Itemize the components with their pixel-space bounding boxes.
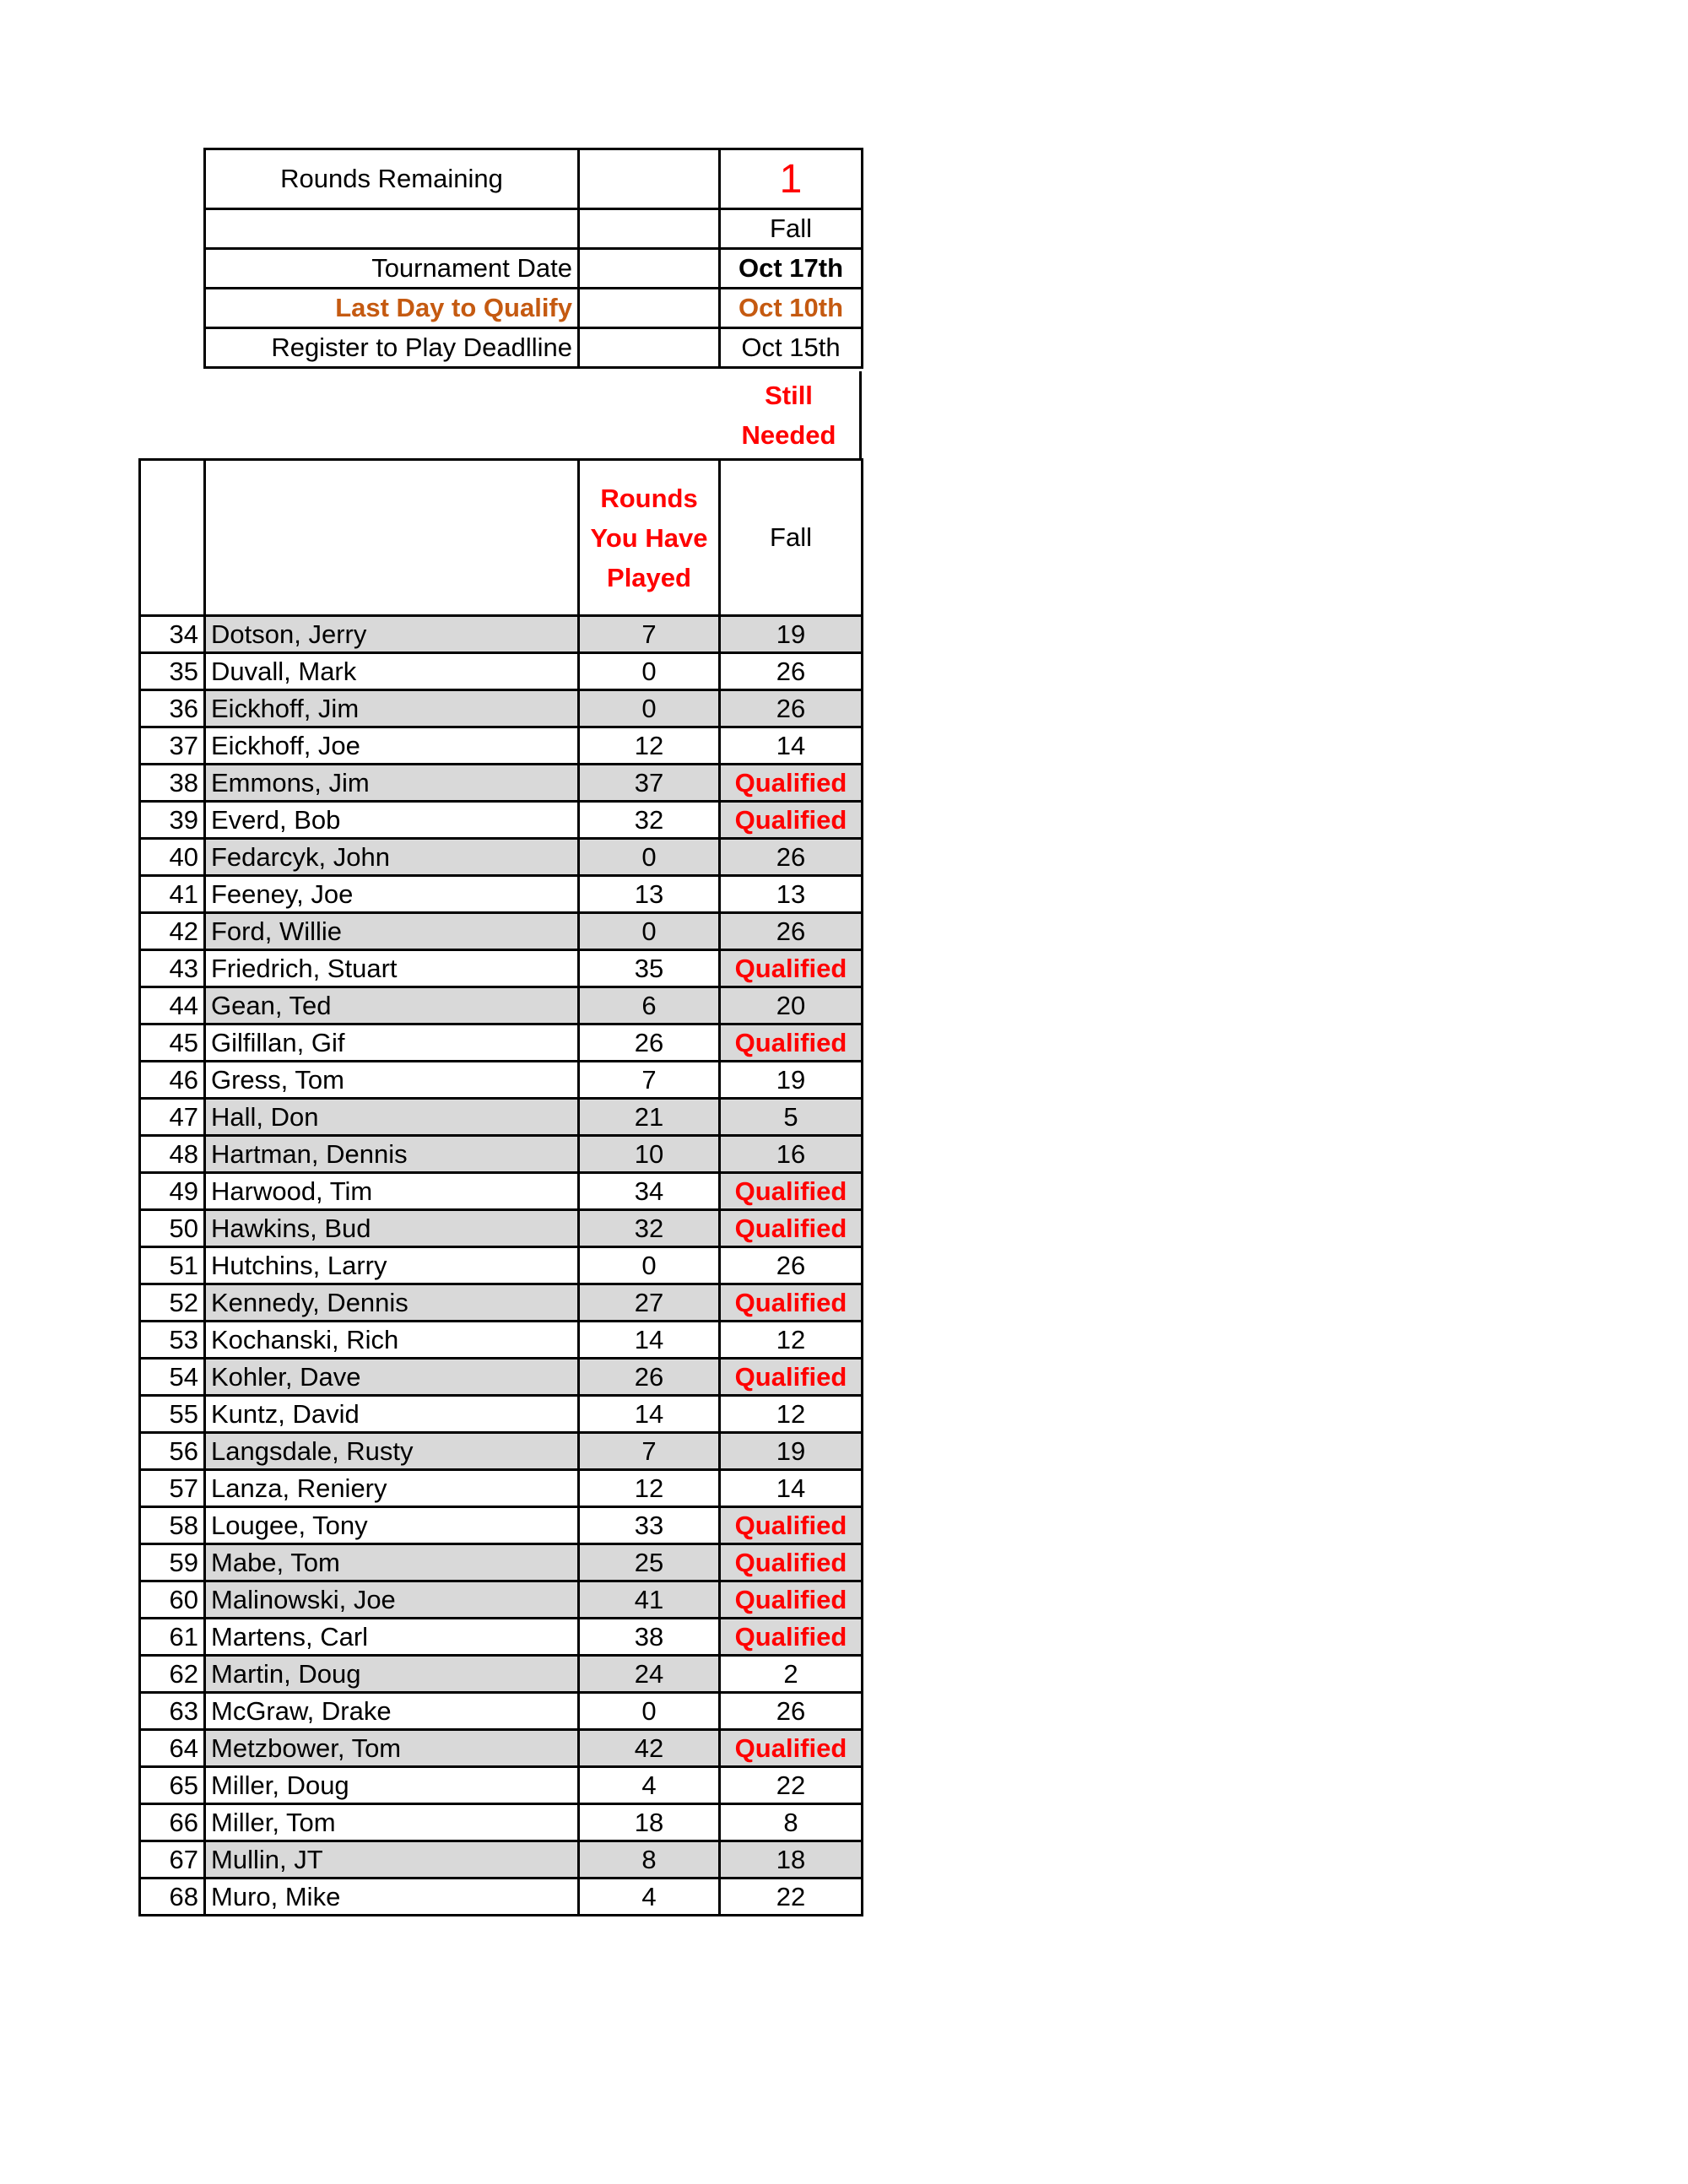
row-number: 68 <box>140 1879 205 1916</box>
summary-table <box>203 148 863 369</box>
header-line: You Have <box>590 522 708 553</box>
fall-still-needed: 19 <box>720 1062 863 1099</box>
fall-still-needed: 12 <box>720 1322 863 1359</box>
row-number: 60 <box>140 1581 205 1619</box>
table-row <box>140 1619 863 1656</box>
row-number: 49 <box>140 1173 205 1210</box>
table-row <box>140 1470 863 1507</box>
season-label: Fall <box>720 209 863 249</box>
row-number: 52 <box>140 1284 205 1322</box>
fall-still-needed: 14 <box>720 727 863 765</box>
player-name: Harwood, Tim <box>205 1173 579 1210</box>
player-name: Hutchins, Larry <box>205 1247 579 1284</box>
table-row <box>140 1322 863 1359</box>
row-number: 43 <box>140 950 205 987</box>
table-row <box>140 1210 863 1247</box>
fall-still-needed: Qualified <box>720 950 863 987</box>
player-name: Martens, Carl <box>205 1619 579 1656</box>
rounds-played: 37 <box>579 765 720 802</box>
rounds-played: 32 <box>579 1210 720 1247</box>
fall-still-needed: 16 <box>720 1136 863 1173</box>
player-name: Metzbower, Tom <box>205 1730 579 1767</box>
table-row <box>140 1544 863 1581</box>
player-name: Kuntz, David <box>205 1396 579 1433</box>
fall-still-needed: 5 <box>720 1099 863 1136</box>
fall-still-needed: Qualified <box>720 802 863 839</box>
table-row <box>140 1804 863 1841</box>
fall-still-needed: 26 <box>720 913 863 950</box>
still-needed-heading <box>718 371 862 458</box>
row-number: 45 <box>140 1024 205 1062</box>
rounds-remaining-value: 1 <box>720 149 863 209</box>
player-name: Lougee, Tony <box>205 1507 579 1544</box>
rounds-played: 35 <box>579 950 720 987</box>
table-row <box>140 765 863 802</box>
player-table <box>138 458 863 1916</box>
player-name: Gress, Tom <box>205 1062 579 1099</box>
table-row <box>140 1879 863 1916</box>
table-row <box>140 839 863 876</box>
fall-still-needed: 26 <box>720 690 863 727</box>
fall-still-needed: Qualified <box>720 1507 863 1544</box>
row-number: 39 <box>140 802 205 839</box>
table-row <box>140 1173 863 1210</box>
rounds-played: 0 <box>579 690 720 727</box>
row-number: 34 <box>140 616 205 653</box>
register-deadline-label: Register to Play Deadlline <box>205 328 579 368</box>
table-row <box>140 1730 863 1767</box>
fall-still-needed: Qualified <box>720 1210 863 1247</box>
table-row <box>140 1767 863 1804</box>
player-name: Emmons, Jim <box>205 765 579 802</box>
fall-still-needed: Qualified <box>720 1359 863 1396</box>
rounds-played: 38 <box>579 1619 720 1656</box>
rounds-played: 8 <box>579 1841 720 1879</box>
row-number: 51 <box>140 1247 205 1284</box>
table-row <box>140 1656 863 1693</box>
player-name: Langsdale, Rusty <box>205 1433 579 1470</box>
fall-still-needed: 18 <box>720 1841 863 1879</box>
player-name: Everd, Bob <box>205 802 579 839</box>
fall-still-needed: Qualified <box>720 1284 863 1322</box>
fall-still-needed: Qualified <box>720 1024 863 1062</box>
table-row <box>140 1247 863 1284</box>
fall-still-needed: 26 <box>720 653 863 690</box>
rounds-played: 12 <box>579 1470 720 1507</box>
player-name: Hall, Don <box>205 1099 579 1136</box>
rounds-played: 7 <box>579 1433 720 1470</box>
fall-still-needed: Qualified <box>720 1619 863 1656</box>
row-number: 44 <box>140 987 205 1024</box>
fall-still-needed: Qualified <box>720 765 863 802</box>
fall-still-needed: Qualified <box>720 1173 863 1210</box>
fall-still-needed: 12 <box>720 1396 863 1433</box>
rounds-played: 41 <box>579 1581 720 1619</box>
player-name: Kochanski, Rich <box>205 1322 579 1359</box>
player-name: Gilfillan, Gif <box>205 1024 579 1062</box>
table-row <box>140 1359 863 1396</box>
table-row <box>140 987 863 1024</box>
player-name: Ford, Willie <box>205 913 579 950</box>
rounds-played: 10 <box>579 1136 720 1173</box>
row-number: 42 <box>140 913 205 950</box>
row-number: 66 <box>140 1804 205 1841</box>
row-number: 63 <box>140 1693 205 1730</box>
rounds-played: 33 <box>579 1507 720 1544</box>
fall-still-needed: Qualified <box>720 1581 863 1619</box>
last-day-label: Last Day to Qualify <box>205 289 579 328</box>
table-row <box>140 727 863 765</box>
rounds-played: 24 <box>579 1656 720 1693</box>
rounds-remaining-label: Rounds Remaining <box>205 149 579 209</box>
table-row <box>140 1841 863 1879</box>
table-row <box>140 1396 863 1433</box>
header-line: Played <box>607 562 691 592</box>
row-number: 65 <box>140 1767 205 1804</box>
fall-still-needed: 8 <box>720 1804 863 1841</box>
player-name: Friedrich, Stuart <box>205 950 579 987</box>
table-row <box>140 1507 863 1544</box>
row-number: 58 <box>140 1507 205 1544</box>
rounds-played: 14 <box>579 1396 720 1433</box>
rounds-played: 18 <box>579 1804 720 1841</box>
rounds-played-header <box>579 460 720 616</box>
player-name: Gean, Ted <box>205 987 579 1024</box>
fall-still-needed: 20 <box>720 987 863 1024</box>
table-row <box>140 690 863 727</box>
still-needed-line: Still <box>765 380 813 410</box>
rounds-played: 0 <box>579 1693 720 1730</box>
rounds-played: 32 <box>579 802 720 839</box>
table-row <box>140 1136 863 1173</box>
table-row <box>140 1433 863 1470</box>
player-name: Hawkins, Bud <box>205 1210 579 1247</box>
table-row <box>140 1693 863 1730</box>
fall-still-needed: Qualified <box>720 1544 863 1581</box>
player-name: Eickhoff, Jim <box>205 690 579 727</box>
row-number: 35 <box>140 653 205 690</box>
row-number: 41 <box>140 876 205 913</box>
table-row <box>140 913 863 950</box>
player-name: Feeney, Joe <box>205 876 579 913</box>
player-name: Mabe, Tom <box>205 1544 579 1581</box>
player-name: Muro, Mike <box>205 1879 579 1916</box>
tournament-date: Oct 17th <box>720 249 863 289</box>
rounds-played: 7 <box>579 1062 720 1099</box>
table-row <box>140 653 863 690</box>
rounds-played: 25 <box>579 1544 720 1581</box>
player-name: Malinowski, Joe <box>205 1581 579 1619</box>
fall-still-needed: Qualified <box>720 1730 863 1767</box>
row-number: 55 <box>140 1396 205 1433</box>
row-number: 47 <box>140 1099 205 1136</box>
row-number: 59 <box>140 1544 205 1581</box>
fall-still-needed: 22 <box>720 1767 863 1804</box>
header-line: Rounds <box>600 483 698 513</box>
player-name: McGraw, Drake <box>205 1693 579 1730</box>
player-name: Hartman, Dennis <box>205 1136 579 1173</box>
rounds-played: 27 <box>579 1284 720 1322</box>
rounds-played: 26 <box>579 1024 720 1062</box>
player-name: Lanza, Reniery <box>205 1470 579 1507</box>
row-number: 36 <box>140 690 205 727</box>
row-number: 48 <box>140 1136 205 1173</box>
rounds-played: 0 <box>579 839 720 876</box>
fall-still-needed: 26 <box>720 1247 863 1284</box>
rounds-played: 26 <box>579 1359 720 1396</box>
player-name: Kohler, Dave <box>205 1359 579 1396</box>
rounds-played: 7 <box>579 616 720 653</box>
row-number: 53 <box>140 1322 205 1359</box>
fall-still-needed: 19 <box>720 616 863 653</box>
table-row <box>140 1099 863 1136</box>
fall-still-needed: 26 <box>720 839 863 876</box>
rounds-played: 14 <box>579 1322 720 1359</box>
tournament-date-label: Tournament Date <box>205 249 579 289</box>
rounds-played: 42 <box>579 1730 720 1767</box>
fall-still-needed: 14 <box>720 1470 863 1507</box>
rounds-played: 13 <box>579 876 720 913</box>
row-number: 50 <box>140 1210 205 1247</box>
row-number: 38 <box>140 765 205 802</box>
table-row <box>140 876 863 913</box>
fall-still-needed: 2 <box>720 1656 863 1693</box>
still-needed-line: Needed <box>741 419 836 450</box>
player-name: Dotson, Jerry <box>205 616 579 653</box>
player-name: Duvall, Mark <box>205 653 579 690</box>
row-number: 62 <box>140 1656 205 1693</box>
fall-header: Fall <box>720 460 863 616</box>
table-row <box>140 1024 863 1062</box>
fall-still-needed: 19 <box>720 1433 863 1470</box>
table-row <box>140 1581 863 1619</box>
row-number: 40 <box>140 839 205 876</box>
register-deadline: Oct 15th <box>720 328 863 368</box>
rounds-played: 0 <box>579 1247 720 1284</box>
row-number: 61 <box>140 1619 205 1656</box>
rounds-played: 0 <box>579 913 720 950</box>
rounds-played: 12 <box>579 727 720 765</box>
row-number: 67 <box>140 1841 205 1879</box>
rounds-played: 21 <box>579 1099 720 1136</box>
table-row <box>140 616 863 653</box>
row-number: 56 <box>140 1433 205 1470</box>
row-number: 37 <box>140 727 205 765</box>
rounds-played: 0 <box>579 653 720 690</box>
table-row <box>140 950 863 987</box>
rounds-played: 4 <box>579 1767 720 1804</box>
rounds-played: 34 <box>579 1173 720 1210</box>
player-name: Kennedy, Dennis <box>205 1284 579 1322</box>
player-name: Miller, Doug <box>205 1767 579 1804</box>
fall-still-needed: 26 <box>720 1693 863 1730</box>
player-name: Fedarcyk, John <box>205 839 579 876</box>
row-number: 64 <box>140 1730 205 1767</box>
fall-still-needed: 13 <box>720 876 863 913</box>
last-day-date: Oct 10th <box>720 289 863 328</box>
fall-still-needed: 22 <box>720 1879 863 1916</box>
table-row <box>140 1284 863 1322</box>
table-row <box>140 1062 863 1099</box>
player-name: Mullin, JT <box>205 1841 579 1879</box>
player-name: Martin, Doug <box>205 1656 579 1693</box>
player-name: Miller, Tom <box>205 1804 579 1841</box>
rounds-played: 4 <box>579 1879 720 1916</box>
row-number: 54 <box>140 1359 205 1396</box>
row-number: 46 <box>140 1062 205 1099</box>
row-number: 57 <box>140 1470 205 1507</box>
table-row <box>140 802 863 839</box>
rounds-played: 6 <box>579 987 720 1024</box>
player-name: Eickhoff, Joe <box>205 727 579 765</box>
